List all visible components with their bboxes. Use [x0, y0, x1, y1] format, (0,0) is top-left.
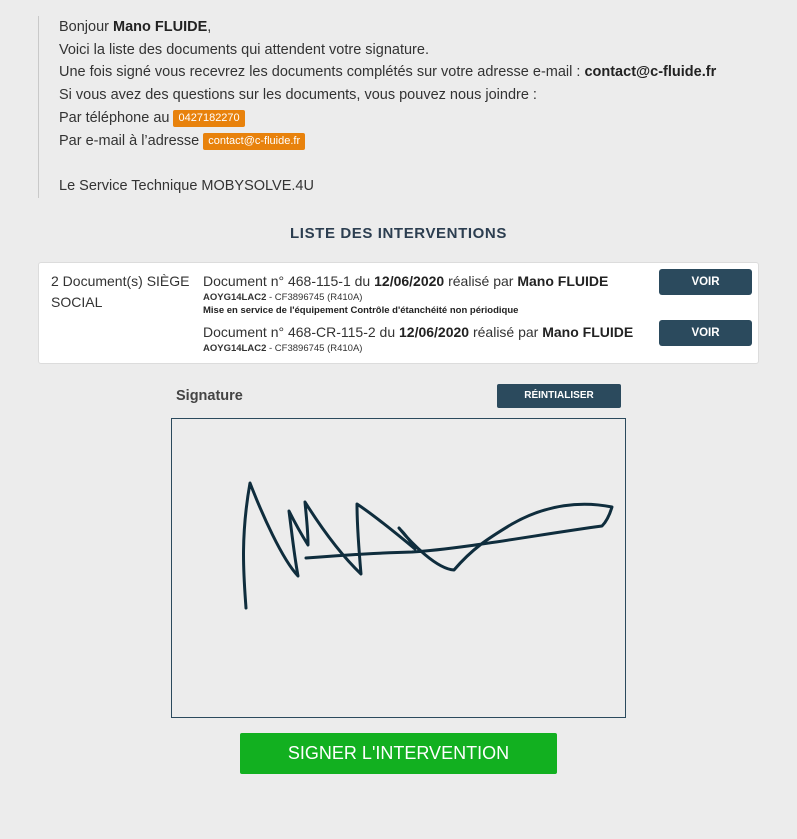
document-number: Document n° 468-CR-115-2 du: [203, 324, 399, 340]
document-date: 12/06/2020: [399, 324, 470, 340]
view-document-button[interactable]: VOIR: [659, 320, 752, 346]
signature-label: Signature: [176, 388, 243, 404]
questions-line: Si vous avez des questions sur les documents, vous pouvez nous joindre :: [59, 87, 537, 104]
list-info-line: Voici la liste des documents qui attendent votre signature.: [59, 41, 429, 58]
document-date: 12/06/2020: [374, 273, 445, 289]
user-name: Mano FLUIDE: [113, 19, 208, 35]
signature-stroke: [244, 483, 613, 608]
intro-message: [38, 16, 779, 198]
email-info-text: Une fois signé vous recevrez les documents complétés sur votre adresse e-mail :: [59, 64, 585, 81]
greeting-text: Bonjour: [59, 19, 114, 35]
signature-pad[interactable]: [171, 418, 626, 718]
document-title: [203, 271, 663, 291]
reference-detail: - CF3896745 (R410A): [266, 292, 363, 303]
phone-line: [59, 107, 779, 130]
sign-intervention-button[interactable]: SIGNER L'INTERVENTION: [240, 733, 557, 774]
document-author: Mano FLUIDE: [517, 273, 609, 289]
phone-tag[interactable]: 0427182270: [173, 110, 244, 127]
document-title: [203, 322, 663, 342]
mail-tag[interactable]: contact@c-fluide.fr: [203, 133, 305, 150]
list-title: LISTE DES INTERVENTIONS: [290, 225, 507, 242]
document-author: Mano FLUIDE: [542, 324, 634, 340]
service-signature: Le Service Technique MOBYSOLVE.4U: [59, 177, 314, 194]
recipient-email: contact@c-fluide.fr: [584, 64, 717, 81]
document-number: Document n° 468-115-1 du: [203, 273, 375, 289]
greeting-suffix: ,: [207, 19, 212, 35]
document-reference: [203, 342, 663, 355]
greeting-line: [59, 16, 779, 39]
card-site-label: 2 Document(s) SIÈGE SOCIAL: [51, 273, 190, 310]
document-description: Mise en service de l'équipement Contrôle d'étanchéité non périodique: [203, 305, 519, 316]
phone-label: Par téléphone au: [59, 109, 174, 126]
document-entry: [203, 322, 663, 355]
interventions-card: [38, 262, 759, 364]
document-by: réalisé par: [469, 324, 543, 340]
reset-signature-button[interactable]: RÉINTIALISER: [497, 384, 621, 408]
reference-code: AOYG14LAC2: [203, 343, 267, 354]
mail-line: [59, 130, 779, 153]
document-by: réalisé par: [444, 273, 518, 289]
mail-label: Par e-mail à l’adresse: [59, 132, 204, 149]
document-reference: [203, 291, 663, 304]
reference-detail: - CF3896745 (R410A): [266, 343, 363, 354]
document-entry: [203, 271, 663, 317]
email-info-line: [59, 61, 779, 84]
signature-drawing: [172, 419, 625, 717]
view-document-button[interactable]: VOIR: [659, 269, 752, 295]
reference-code: AOYG14LAC2: [203, 292, 267, 303]
